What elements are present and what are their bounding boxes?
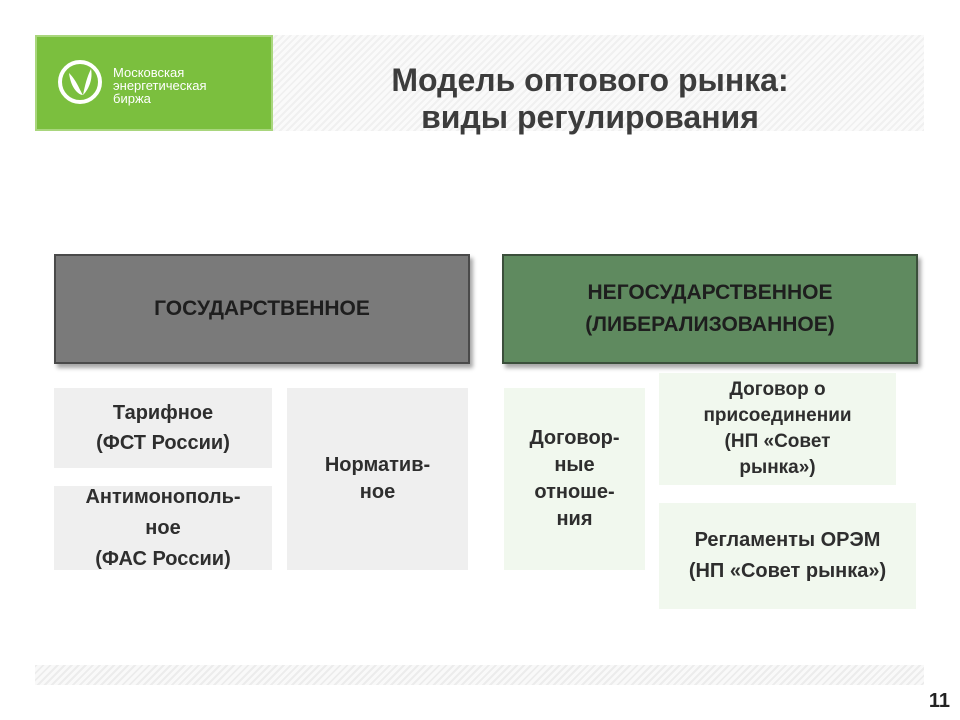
accession-line-4: рынка»): [739, 457, 816, 478]
state-regulation-label: ГОСУДАРСТВЕННОЕ: [154, 297, 370, 320]
accession-agreement-box: [659, 373, 896, 485]
regulations-line-1: Регламенты ОРЭМ: [694, 529, 881, 551]
antimonopoly-line-3: (ФАС России): [95, 547, 231, 570]
logo-line-1: Московская: [113, 65, 185, 80]
contract-relations-box: [504, 388, 645, 570]
nonstate-label-line-2: (ЛИБЕРАЛИЗОВАННОЕ): [585, 313, 835, 336]
contract-line-1: Договор-: [529, 427, 620, 449]
accession-line-2: присоединении: [703, 405, 852, 426]
antimonopoly-line-1: Антимонополь-: [85, 485, 241, 508]
regulations-line-2: (НП «Совет рынка»): [688, 560, 887, 582]
contract-line-4: ния: [556, 508, 593, 530]
tariff-line-2: (ФСТ России): [96, 432, 230, 454]
nonstate-label-line-1: НЕГОСУДАРСТВЕННОЕ: [587, 281, 833, 304]
title-line-2: виды регулирования: [421, 99, 759, 135]
footer-band: [35, 665, 924, 685]
normative-regulation-box: [287, 388, 468, 570]
logo-line-3: биржа: [113, 91, 151, 106]
market-regulations-box: [659, 503, 916, 609]
antimonopoly-line-2: ное: [145, 516, 181, 539]
contract-line-2: ные: [554, 454, 595, 476]
logo-line-2: энергетическая: [113, 78, 207, 93]
tariff-line-1: Тарифное: [112, 402, 214, 424]
normative-line-1: Норматив-: [324, 454, 431, 476]
normative-line-2: ное: [359, 481, 396, 503]
exchange-logo: [35, 35, 273, 131]
accession-line-3: (НП «Совет: [724, 431, 831, 452]
tariff-regulation-box: [54, 388, 272, 468]
title-line-1: Модель оптового рынка:: [391, 62, 789, 98]
contract-line-3: отноше-: [534, 481, 615, 503]
logo-text: [113, 66, 207, 105]
leaf-logo-icon: [57, 59, 103, 105]
nonstate-regulation-header: [502, 254, 918, 364]
state-regulation-header: [54, 254, 470, 364]
antimonopoly-regulation-box: [54, 486, 272, 570]
accession-line-1: Договор о: [729, 379, 826, 400]
page-number: 11: [928, 690, 950, 712]
slide-title: [290, 62, 890, 136]
